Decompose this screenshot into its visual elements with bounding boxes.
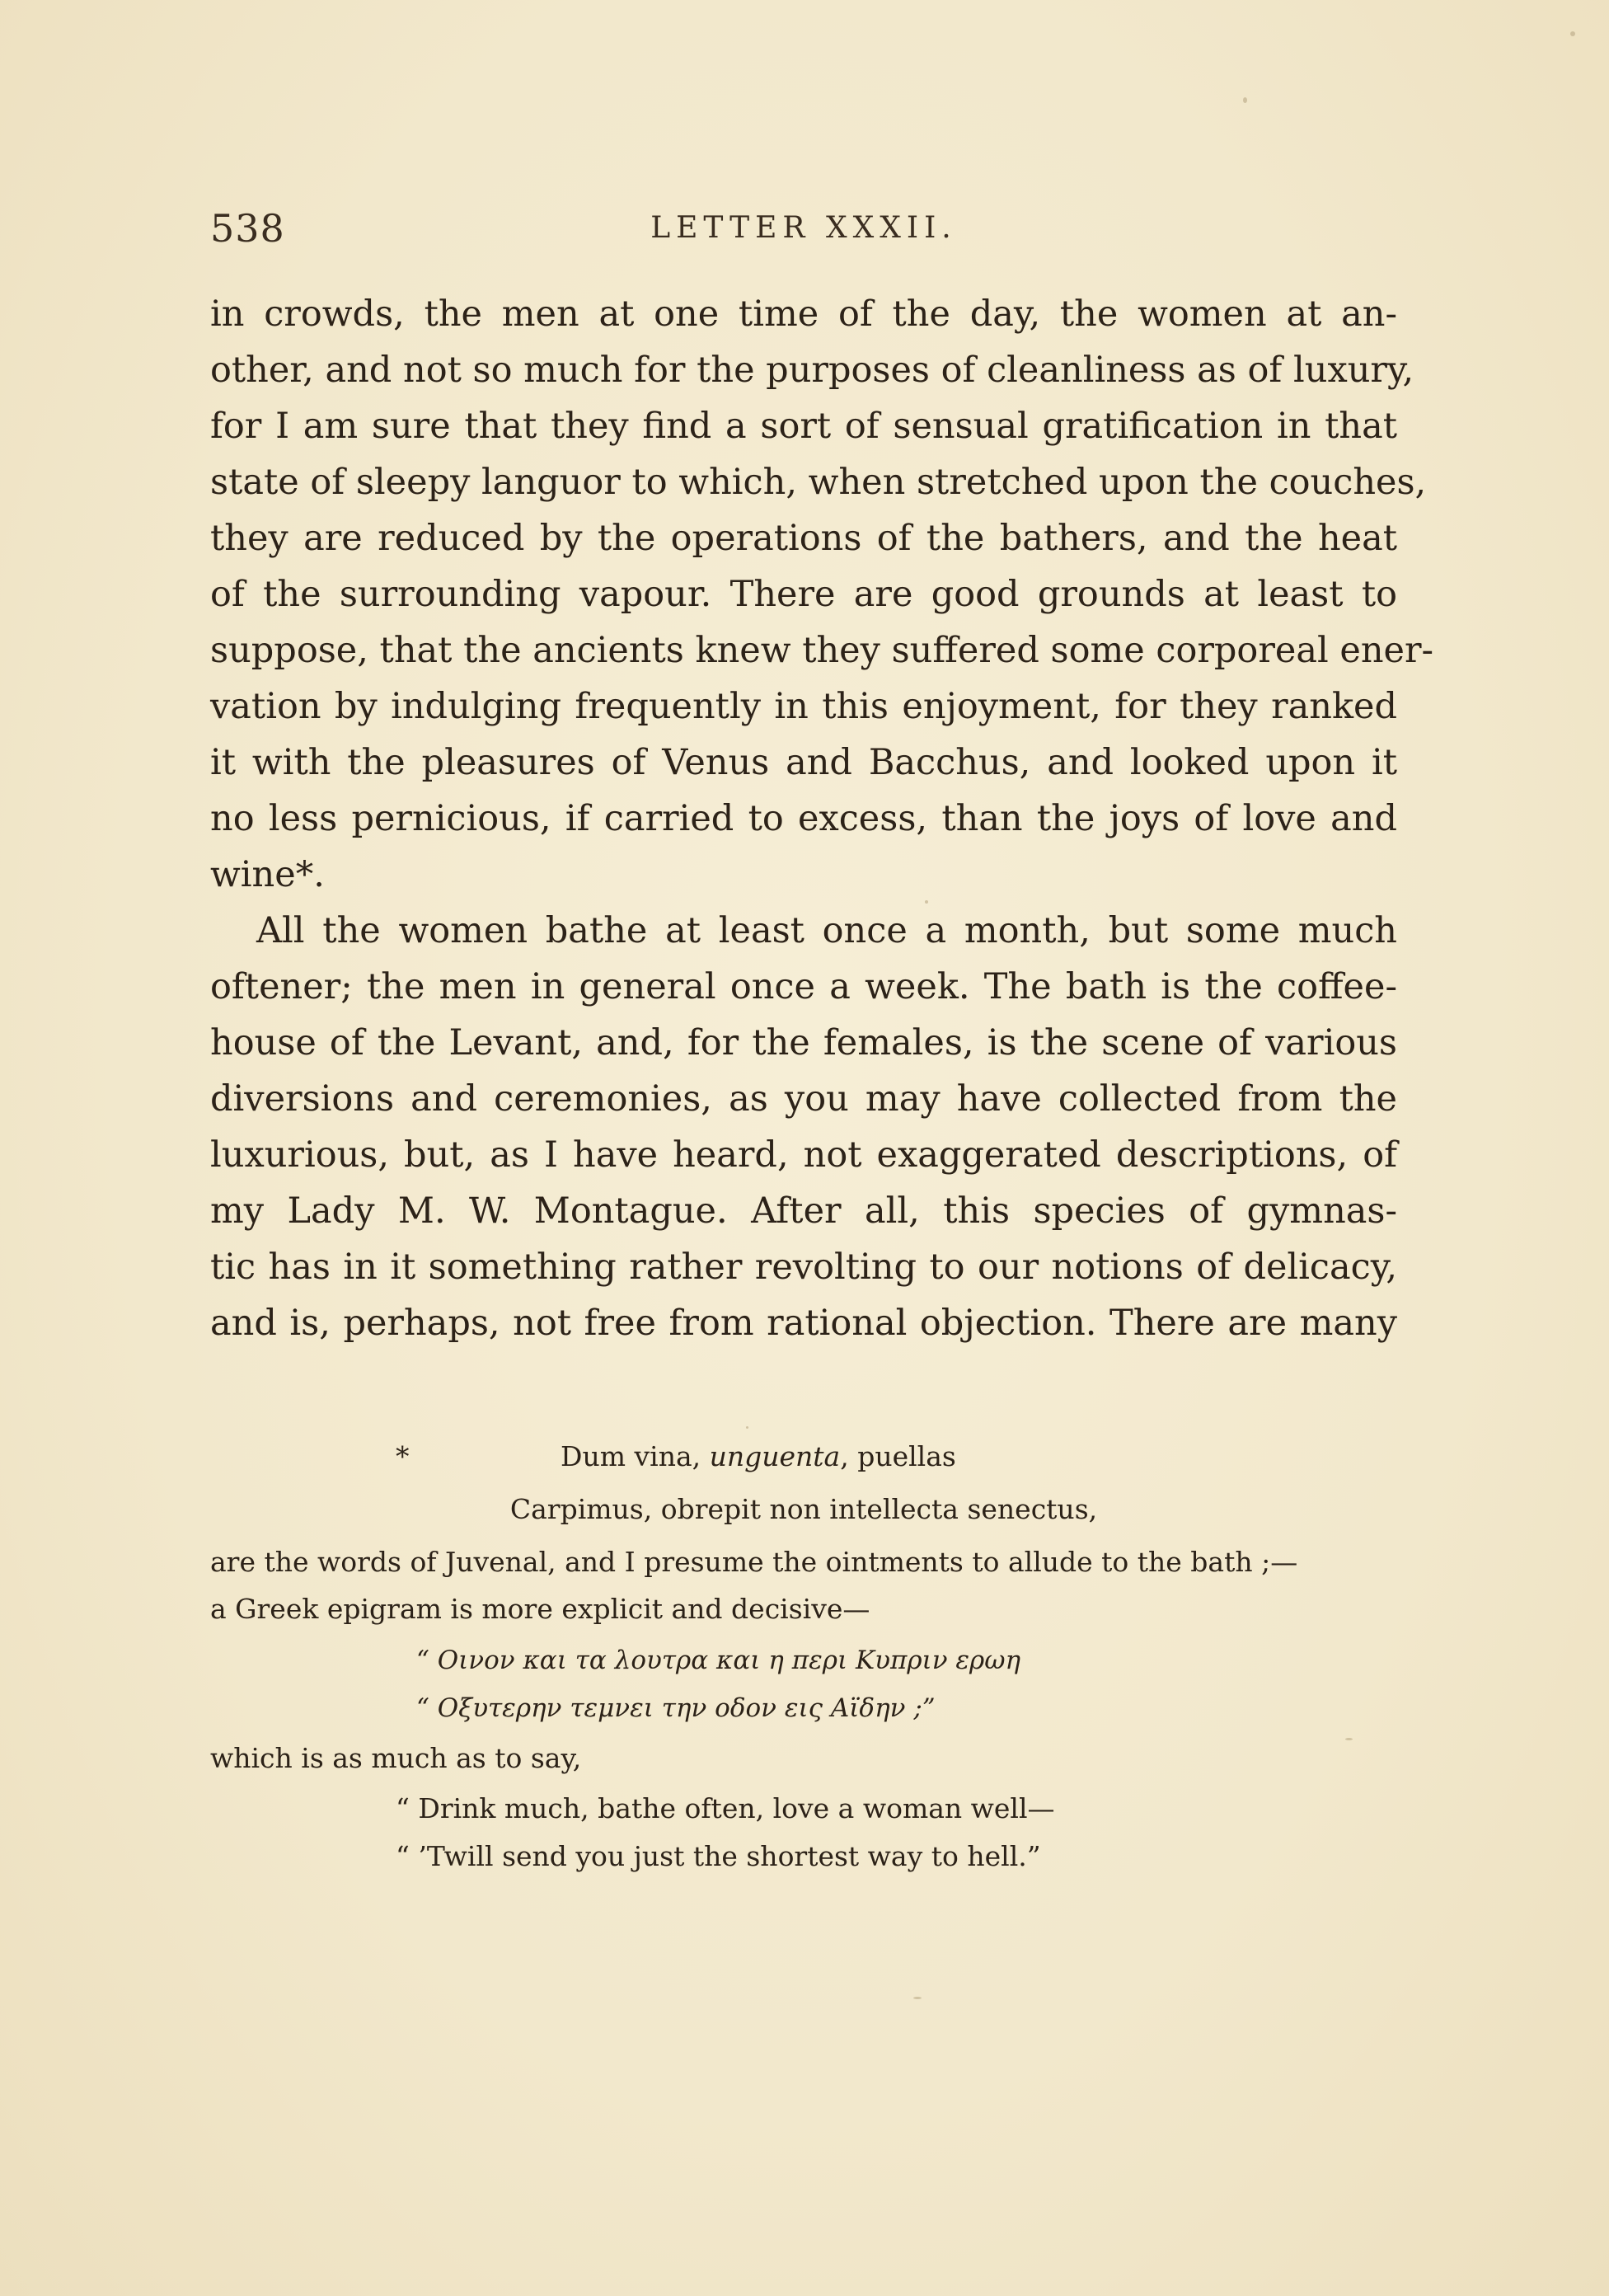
text-line: of the surrounding vapour. There are good grounds at least to xyxy=(210,574,1397,615)
text-line: they are reduced by the operations of the bathers, and the heat xyxy=(210,518,1397,559)
page-number: 538 xyxy=(210,206,285,251)
paper-speck xyxy=(1345,1738,1353,1740)
text-line: and is, perhaps, not free from rational objection. There are many xyxy=(210,1303,1397,1344)
footnote-prose-line: a Greek epigram is more explicit and decisive— xyxy=(210,1593,870,1625)
text-line: for I am sure that they find a sort of sensual gratification in that xyxy=(210,406,1397,447)
footnote-greek-line: “ Οινον και τα λουτρα και η περι Κυπριν ερωη xyxy=(416,1646,1021,1675)
text-line: oftener; the men in general once a week. The bath is the coffee- xyxy=(210,966,1397,1007)
text-line: other, and not so much for the purposes of cleanliness as of luxury, xyxy=(210,350,1414,391)
footnote-marker: * xyxy=(396,1440,410,1472)
text-line: house of the Levant, and, for the females, is the scene of various xyxy=(210,1022,1397,1063)
footnote-verse-text: , puellas xyxy=(840,1440,956,1472)
paper-speck xyxy=(913,1997,922,1999)
text-line: luxurious, but, as I have heard, not exaggerated descriptions, of xyxy=(210,1134,1397,1176)
paper-speck xyxy=(1243,97,1247,103)
paper-speck xyxy=(1570,31,1575,36)
text-line: it with the pleasures of Venus and Bacchus, and looked upon it xyxy=(210,742,1397,783)
text-line: wine*. xyxy=(210,854,325,895)
footnote-verse-line xyxy=(210,1430,1397,1483)
footnote-verse-emphasis: unguenta xyxy=(709,1440,841,1472)
paper-speck xyxy=(746,1426,748,1429)
page-header xyxy=(210,206,1397,256)
text-line: no less pernicious, if carried to excess, than the joys of love and xyxy=(210,798,1397,839)
paragraph-start-line: All the women bathe at least once a month, but some much xyxy=(256,910,1397,951)
footnote xyxy=(210,1430,1397,1880)
footnote-prose-line: are the words of Juvenal, and I presume the ointments to allude to the bath ;— xyxy=(210,1546,1298,1578)
text-line: my Lady M. W. Montague. After all, this species of gymnas- xyxy=(210,1190,1397,1232)
text-line: tic has in it something rather revolting to our notions of delicacy, xyxy=(210,1247,1397,1288)
footnote-verse-line: Carpimus, obrepit non intellecta senectus, xyxy=(509,1493,1098,1525)
footnote-verse-text: Dum vina, xyxy=(561,1440,710,1472)
text-line: suppose, that the ancients knew they suffered some corporeal ener- xyxy=(210,630,1434,671)
paper-speck xyxy=(925,900,928,904)
main-text xyxy=(210,286,1434,1351)
footnote-english-verse-line: “ Drink much, bathe often, love a woman well— xyxy=(396,1792,1055,1824)
text-line: state of sleepy languor to which, when stretched upon the couches, xyxy=(210,462,1427,503)
running-head: LETTER XXXII. xyxy=(650,211,957,245)
footnote-greek-line: “ Οξυτερην τεμνει την οδον εις Αϊδην ;” xyxy=(416,1693,936,1723)
text-line: in crowds, the men at one time of the day, the women at an- xyxy=(210,293,1397,335)
text-line: vation by indulging frequently in this enjoyment, for they ranked xyxy=(210,686,1397,727)
text-line: diversions and ceremonies, as you may have collected from the xyxy=(210,1078,1397,1120)
footnote-english-verse-line: “ ’Twill send you just the shortest way to hell.” xyxy=(396,1840,1041,1872)
footnote-prose-line: which is as much as to say, xyxy=(210,1742,582,1774)
